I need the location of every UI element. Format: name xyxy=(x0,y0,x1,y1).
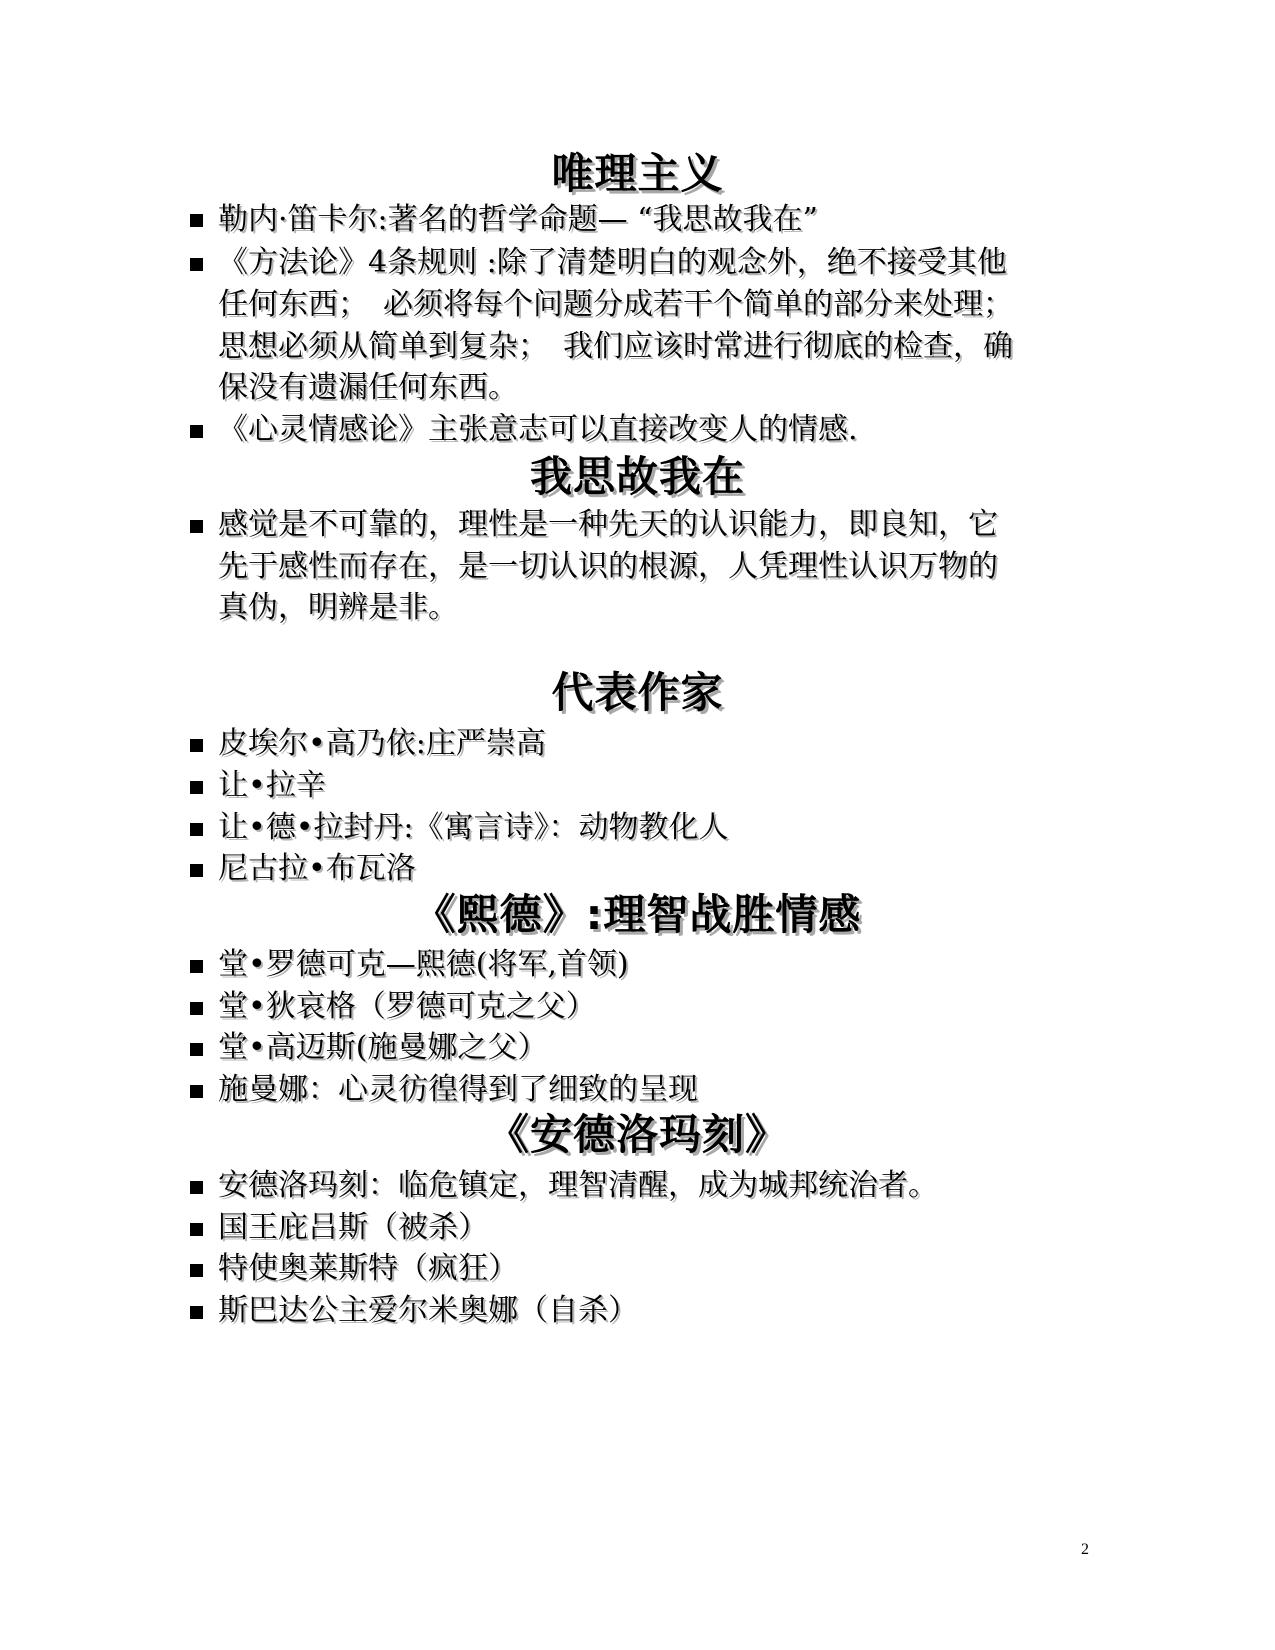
bullet-icon xyxy=(190,960,203,973)
list-item-continuation: 任何东西； 必须将每个问题分成若干个简单的部分来处理； xyxy=(218,287,1013,322)
section-title-rationalism: 唯理主义 xyxy=(551,149,724,198)
bullet-icon xyxy=(190,1306,203,1319)
list-item-continuation: 真伪，明辨是非。 xyxy=(218,590,458,625)
list-item: 让•拉辛 xyxy=(218,768,326,803)
section-title-andromache: 《安德洛玛刻》 xyxy=(486,1110,788,1159)
list-item: 施曼娜：心灵彷徨得到了细致的呈现 xyxy=(218,1072,698,1107)
list-item: 堂•罗德可克—熙德(将军,首领) xyxy=(218,947,629,982)
list-item: 尼古拉•布瓦洛 xyxy=(218,851,416,886)
list-item: 《心灵情感论》主张意志可以直接改变人的情感. xyxy=(218,412,858,447)
list-item: 皮埃尔•高乃依:庄严崇高 xyxy=(218,726,546,761)
list-item: 安德洛玛刻：临危镇定，理智清醒，成为城邦统治者。 xyxy=(218,1168,938,1203)
list-item: 让•德•拉封丹:《寓言诗》：动物教化人 xyxy=(218,810,729,845)
bullet-icon xyxy=(190,1043,203,1056)
bullet-icon xyxy=(190,1002,203,1015)
bullet-icon xyxy=(190,864,203,877)
bullet-icon xyxy=(190,1181,203,1194)
bullet-icon xyxy=(190,739,203,752)
bullet-icon xyxy=(190,425,203,438)
list-item: 堂•狄哀格（罗德可克之父） xyxy=(218,989,596,1024)
bullet-icon xyxy=(190,781,203,794)
section-title-representative-writers: 代表作家 xyxy=(551,668,724,717)
list-item: 勒内·笛卡尔:著名的哲学命题— “我思故我在” xyxy=(218,202,818,237)
bullet-icon xyxy=(190,1223,203,1236)
bullet-icon xyxy=(190,1264,203,1277)
section-title-le-cid: 《熙德》:理智战胜情感 xyxy=(413,890,862,939)
bullet-icon xyxy=(190,1085,203,1098)
page-number: 2 xyxy=(1081,1541,1089,1558)
list-item: 斯巴达公主爱尔米奥娜（自杀） xyxy=(218,1293,638,1328)
list-item: 《方法论》4条规则 :除了清楚明白的观念外，绝不接受其他 xyxy=(218,245,1007,280)
bullet-icon xyxy=(190,214,203,227)
bullet-icon xyxy=(190,823,203,836)
section-title-cogito: 我思故我在 xyxy=(529,452,745,501)
list-item-continuation: 保没有遗漏任何东西。 xyxy=(218,370,518,405)
list-item: 堂•高迈斯(施曼娜之父） xyxy=(218,1030,548,1065)
bullet-icon xyxy=(190,520,203,533)
list-item-continuation: 先于感性而存在，是一切认识的根源，人凭理性认识万物的 xyxy=(218,549,998,584)
list-item-continuation: 思想必须从简单到复杂； 我们应该时常进行彻底的检查，确 xyxy=(218,329,1013,364)
bullet-icon xyxy=(190,258,203,271)
list-item: 特使奥莱斯特（疯狂） xyxy=(218,1251,518,1286)
list-item: 感觉是不可靠的，理性是一种先天的认识能力，即良知，它 xyxy=(218,507,998,542)
list-item: 国王庇吕斯（被杀） xyxy=(218,1210,488,1245)
